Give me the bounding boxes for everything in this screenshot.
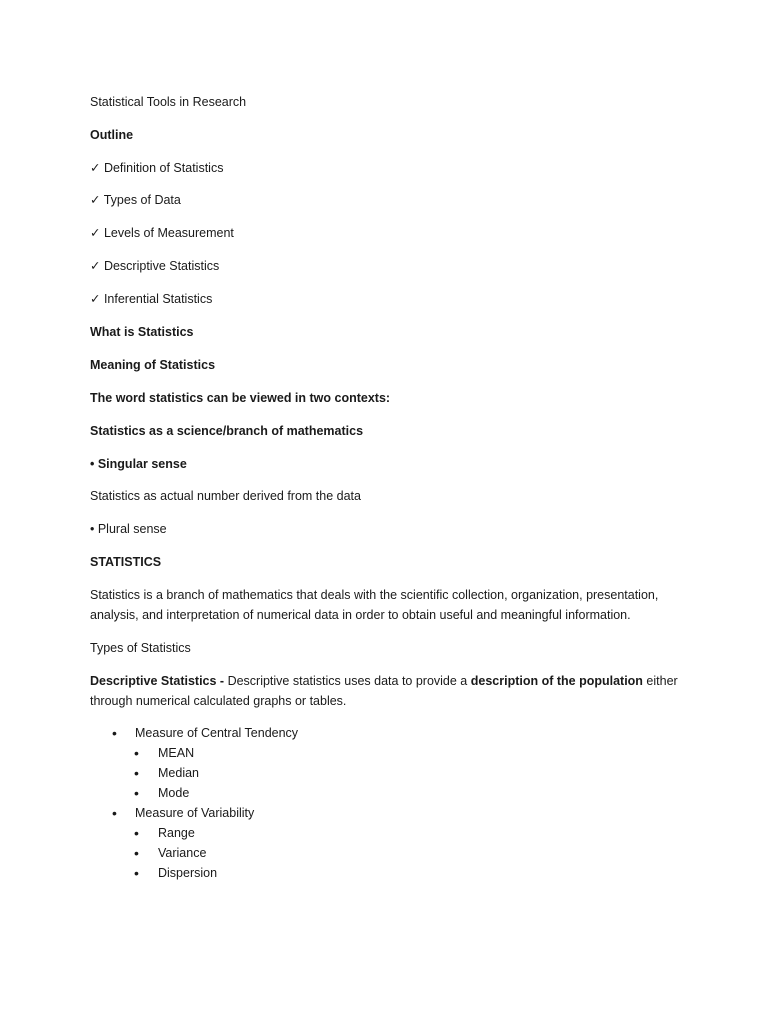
descriptive-text-continued: either through numerical calculated graphs or tables. xyxy=(90,674,678,708)
list-item xyxy=(90,763,298,783)
measure-label: Measure of Central Tendency xyxy=(135,726,299,740)
sub-item-label: Dispersion xyxy=(158,866,218,880)
document-title: Statistical Tools in Research xyxy=(90,95,247,109)
descriptive-term: Descriptive Statistics - xyxy=(90,674,225,688)
sub-list xyxy=(90,743,298,803)
sub-item-label: MEAN xyxy=(158,746,195,760)
descriptive-text: Descriptive statistics uses data to provide a xyxy=(224,674,471,688)
sub-item-label: Mode xyxy=(158,786,190,800)
measure-label: Measure of Variability xyxy=(135,806,255,820)
bullet-icon: • xyxy=(134,745,139,761)
list-item xyxy=(90,743,298,763)
bullet-icon: • xyxy=(134,825,139,841)
outline-item: ✓ Levels of Measurement xyxy=(90,226,234,240)
sub-item-label: Variance xyxy=(158,846,207,860)
bullet-icon: • xyxy=(134,785,139,801)
sub-item-label: Range xyxy=(158,826,195,840)
science-heading: Statistics as a science/branch of mathematics xyxy=(90,424,364,438)
outline-item: ✓ Types of Data xyxy=(90,193,181,207)
statistics-heading: STATISTICS xyxy=(90,555,162,569)
actual-number-text: Statistics as actual number derived from the data xyxy=(90,489,361,503)
bullet-icon: • xyxy=(112,725,117,741)
bullet-icon: • xyxy=(112,805,117,821)
list-item xyxy=(90,863,298,883)
list-item xyxy=(90,823,298,843)
contexts-heading: The word statistics can be viewed in two contexts: xyxy=(90,391,391,405)
list-item xyxy=(90,783,298,803)
bullet-icon: • xyxy=(134,865,139,881)
bullet-icon: • xyxy=(134,765,139,781)
sub-list xyxy=(90,823,298,883)
bullet-icon: • xyxy=(134,845,139,861)
measures-list xyxy=(90,723,298,883)
list-item xyxy=(90,843,298,863)
sub-item-label: Median xyxy=(158,766,199,780)
singular-sense: • Singular sense xyxy=(90,457,187,471)
descriptive-emphasis: description of the population xyxy=(470,674,643,688)
plural-sense: • Plural sense xyxy=(90,522,167,536)
descriptive-paragraph xyxy=(90,671,680,711)
what-is-heading: What is Statistics xyxy=(90,325,194,339)
outline-item: ✓ Inferential Statistics xyxy=(90,292,213,306)
outline-item: ✓ Descriptive Statistics xyxy=(90,259,220,273)
outline-item: ✓ Definition of Statistics xyxy=(90,161,224,175)
list-item xyxy=(90,723,298,803)
meaning-heading: Meaning of Statistics xyxy=(90,358,216,372)
types-heading: Types of Statistics xyxy=(90,641,191,655)
list-item xyxy=(90,803,298,883)
definition-paragraph: Statistics is a branch of mathematics that deals with the scientific collection, organization, presentation, analysis, and interpretation of numerical data in order to obtain useful and meaningful information. xyxy=(90,588,659,622)
outline-heading: Outline xyxy=(90,128,134,142)
